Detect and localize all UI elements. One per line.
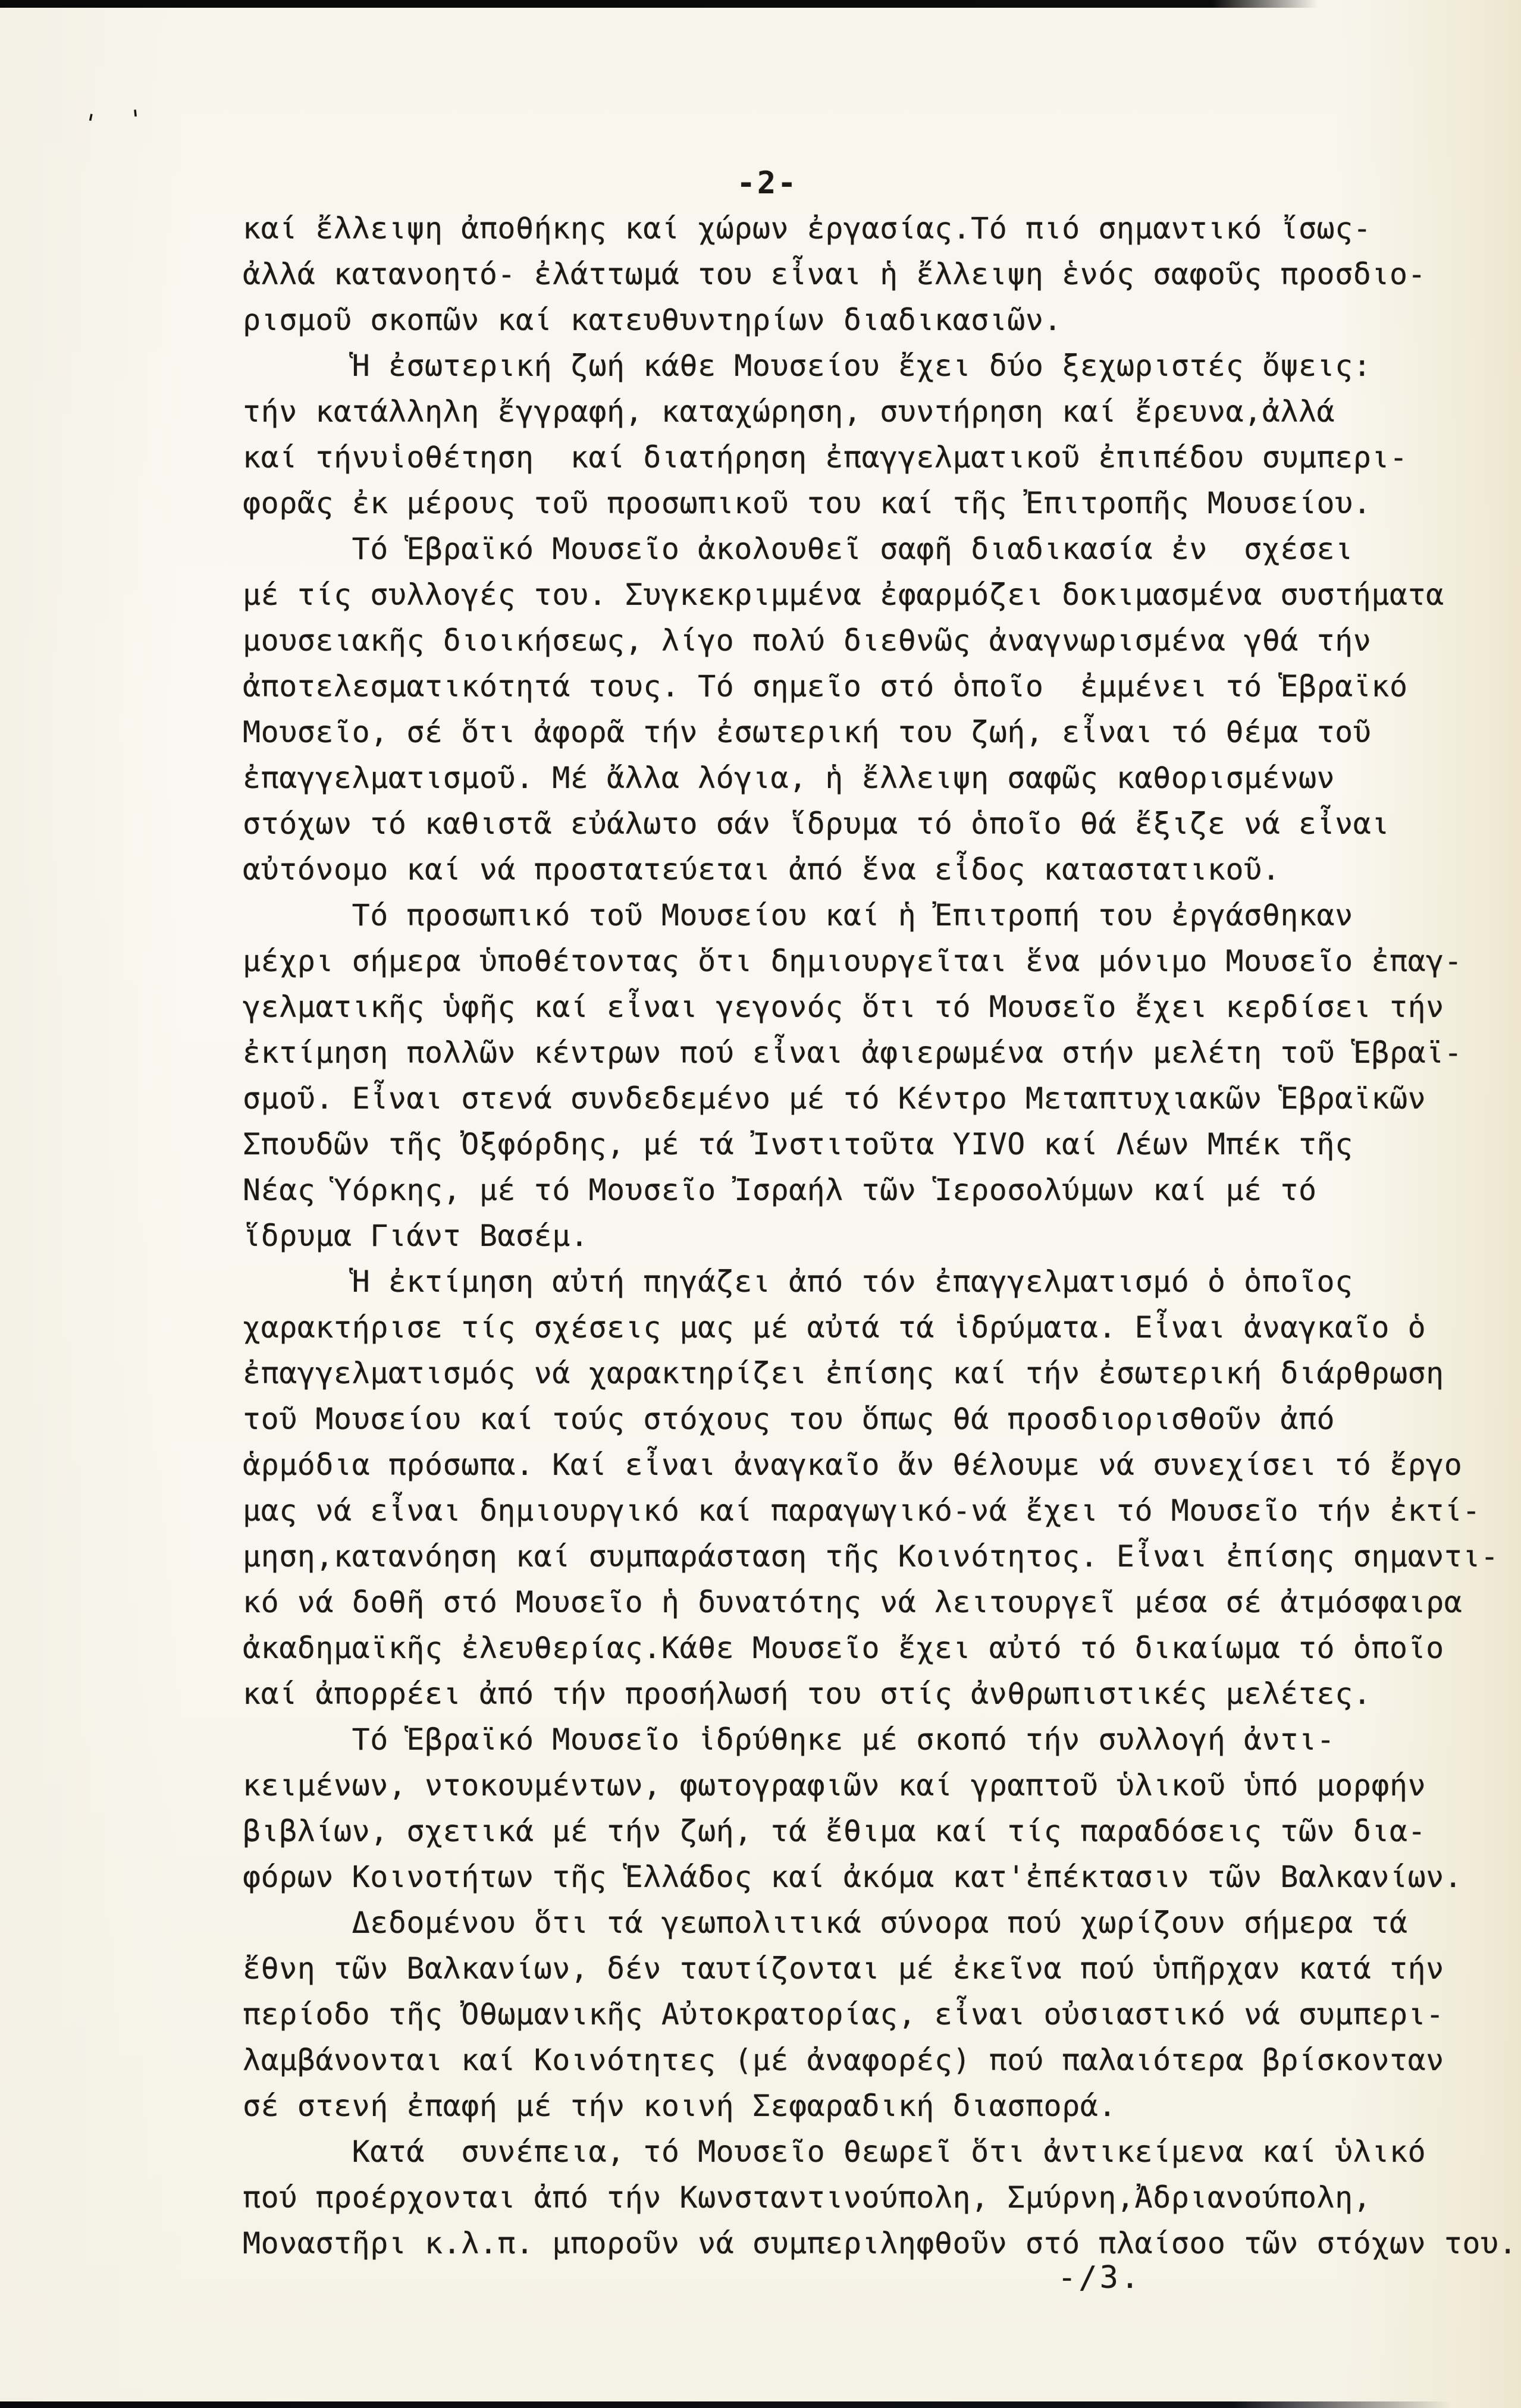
text-line: Μουσεῖο, σέ ὅτι ἀφορᾶ τήν ἐσωτερική του ζωή, εἶναι τό θέμα τοῦ <box>243 715 1372 749</box>
text-line: φορᾶς ἐκ μέρους τοῦ προσωπικοῦ του καί τῆς Ἐπιτροπῆς Μουσείου. <box>243 486 1372 520</box>
text-line: βιβλίων, σχετικά μέ τήν ζωή, τά ἔθιμα καί τίς παραδόσεις τῶν δια- <box>243 1814 1426 1848</box>
text-line: ἀκαδημαϊκῆς ἐλευθερίας.Κάθε Μουσεῖο ἔχει αὐτό τό δικαίωμα τό ὁποῖο <box>243 1631 1444 1665</box>
text-line: καί ἔλλειψη ἀποθήκης καί χώρων ἐργασίας.Τό πιό σημαντικό ἴσως- <box>243 211 1372 246</box>
text-line: λαμβάνονται καί Κοινότητες (μέ ἀναφορές) πού παλαιότερα βρίσκονταν <box>243 2043 1444 2077</box>
text-line: κό νά δοθῆ στό Μουσεῖο ἡ δυνατότης νά λειτουργεῖ μέσα σέ ἀτμόσφαιρα <box>243 1585 1463 1619</box>
text-line: Τό Ἑβραϊκό Μουσεῖο ἀκολουθεῖ σαφῆ διαδικασία ἐν σχέσει <box>243 532 1353 566</box>
text-line: ρισμοῦ σκοπῶν καί κατευθυντηρίων διαδικασιῶν. <box>243 303 1062 337</box>
text-line: κειμένων, ντοκουμέντων, φωτογραφιῶν καί γραπτοῦ ὑλικοῦ ὑπό μορφήν <box>243 1768 1426 1803</box>
text-line: χαρακτήρισε τίς σχέσεις μας μέ αὐτά τά ἱδρύματα. Εἶναι ἀναγκαῖο ὁ <box>243 1310 1426 1345</box>
text-line: ἀλλά κατανοητό- ἐλάττωμά του εἶναι ἡ ἔλλειψη ἑνός σαφοῦς προσδιο- <box>243 257 1426 291</box>
page-number: -2- <box>736 165 798 201</box>
text-line: μηση,κατανόηση καί συμπαράσταση τῆς Κοινότητος. Εἶναι ἐπίσης σημαντι- <box>243 1539 1499 1574</box>
text-line: Μοναστῆρι κ.λ.π. μποροῦν νά συμπεριληφθοῦν στό πλαίσοο τῶν στόχων του. <box>243 2226 1517 2261</box>
text-line: περίοδο τῆς Ὀθωμανικῆς Αὐτοκρατορίας, εἶναι οὐσιαστικό νά συμπερι- <box>243 1997 1444 2032</box>
ink-speck: ' <box>127 103 145 135</box>
text-line: Νέας Ὑόρκης, μέ τό Μουσεῖο Ἰσραήλ τῶν Ἱεροσολύμων καί μέ τό <box>243 1173 1317 1207</box>
text-line: σέ στενή ἐπαφή μέ τήν κοινή Σεφαραδική διασπορά. <box>243 2089 1117 2123</box>
text-line: τοῦ Μουσείου καί τούς στόχους του ὅπως θά προσδιορισθοῦν ἀπό <box>243 1402 1335 1436</box>
text-line: μέ τίς συλλογές του. Συγκεκριμμένα ἐφαρμόζει δοκιμασμένα συστήματα <box>243 577 1444 612</box>
text-line: Τό Ἑβραϊκό Μουσεῖο ἱδρύθηκε μέ σκοπό τήν συλλογή ἀντι- <box>243 1722 1335 1757</box>
text-line: ἵδρυμα Γιάντ Βασέμ. <box>243 1219 589 1253</box>
text-line: Σπουδῶν τῆς Ὀξφόρδης, μέ τά Ἰνστιτοῦτα YIVO καί Λέων Μπέκ τῆς <box>243 1127 1353 1161</box>
text-line: μας νά εἶναι δημιουργικό καί παραγωγικό-νά ἔχει τό Μουσεῖο τήν ἐκτί- <box>243 1493 1481 1528</box>
scan-edge-top <box>0 0 1318 8</box>
typewritten-text-block <box>243 206 1521 2266</box>
text-line: ἀποτελεσματικότητά τους. Τό σημεῖο στό ὁποῖο ἐμμένει τό Ἑβραϊκό <box>243 669 1408 704</box>
text-line: πού προέρχονται ἀπό τήν Κωνσταντινούπολη, Σμύρνη,Ἀδριανούπολη, <box>243 2180 1372 2215</box>
ink-speck: ' <box>79 107 101 140</box>
text-line: ἁρμόδια πρόσωπα. Καί εἶναι ἀναγκαῖο ἄν θέλουμε νά συνεχίσει τό ἔργο <box>243 1448 1463 1482</box>
text-line: ἔθνη τῶν Βαλκανίων, δέν ταυτίζονται μέ ἐκεῖνα πού ὑπῆρχαν κατά τήν <box>243 1951 1444 1986</box>
text-line: Τό προσωπικό τοῦ Μουσείου καί ἡ Ἐπιτροπή του ἐργάσθηκαν <box>243 898 1353 933</box>
text-line: στόχων τό καθιστᾶ εὐάλωτο σάν ἵδρυμα τό ὁποῖο θά ἔξιζε νά εἶναι <box>243 806 1390 841</box>
text-line: ἐπαγγελματισμός νά χαρακτηρίζει ἐπίσης καί τήν ἐσωτερική διάρθρωση <box>243 1356 1444 1390</box>
text-line: τήν κατάλληλη ἔγγραφή, καταχώρηση, συντήρηση καί ἔρευνα,ἀλλά <box>243 394 1335 429</box>
continuation-mark: -/3. <box>1058 2260 1142 2296</box>
scan-edge-bottom <box>0 2401 1451 2408</box>
text-line: Δεδομένου ὅτι τά γεωπολιτικά σύνορα πού χωρίζουν σήμερα τά <box>243 1905 1408 1940</box>
text-line: ἐπαγγελματισμοῦ. Μέ ἄλλα λόγια, ἡ ἔλλειψη σαφῶς καθορισμένων <box>243 761 1335 795</box>
text-line: μουσειακῆς διοικήσεως, λίγο πολύ διεθνῶς ἀναγνωρισμένα γθά τήν <box>243 623 1372 658</box>
text-line: μέχρι σήμερα ὑποθέτοντας ὅτι δημιουργεῖται ἕνα μόνιμο Μουσεῖο ἐπαγ- <box>243 944 1463 978</box>
text-line: φόρων Κοινοτήτων τῆς Ἑλλάδος καί ἀκόμα κατ'ἐπέκτασιν τῶν Βαλκανίων. <box>243 1860 1463 1894</box>
text-line: καί ἀπορρέει ἀπό τήν προσήλωσή του στίς ἀνθρωπιστικές μελέτες. <box>243 1677 1372 1711</box>
text-line: αὐτόνομο καί νά προστατεύεται ἀπό ἕνα εἶδος καταστατικοῦ. <box>243 852 1281 887</box>
text-line: Ἡ ἐκτίμηση αὐτή πηγάζει ἀπό τόν ἐπαγγελματισμό ὁ ὁποῖος <box>243 1264 1353 1299</box>
text-line: ἐκτίμηση πολλῶν κέντρων πού εἶναι ἀφιερωμένα στήν μελέτη τοῦ Ἑβραϊ- <box>243 1035 1463 1070</box>
text-line: γελματικῆς ὑφῆς καί εἶναι γεγονός ὅτι τό Μουσεῖο ἔχει κερδίσει τήν <box>243 990 1444 1024</box>
text-line: Ἡ ἐσωτερική ζωή κάθε Μουσείου ἔχει δύο ξεχωριστές ὄψεις: <box>243 349 1372 383</box>
text-line: καί τήνυἱοθέτηση καί διατήρηση ἐπαγγελματικοῦ ἐπιπέδου συμπερι- <box>243 440 1408 475</box>
text-line: σμοῦ. Εἶναι στενά συνδεδεμένο μέ τό Κέντρο Μεταπτυχιακῶν Ἑβραϊκῶν <box>243 1081 1426 1116</box>
text-line: Κατά συνέπεια, τό Μουσεῖο θεωρεῖ ὅτι ἀντικείμενα καί ὑλικό <box>243 2134 1426 2169</box>
